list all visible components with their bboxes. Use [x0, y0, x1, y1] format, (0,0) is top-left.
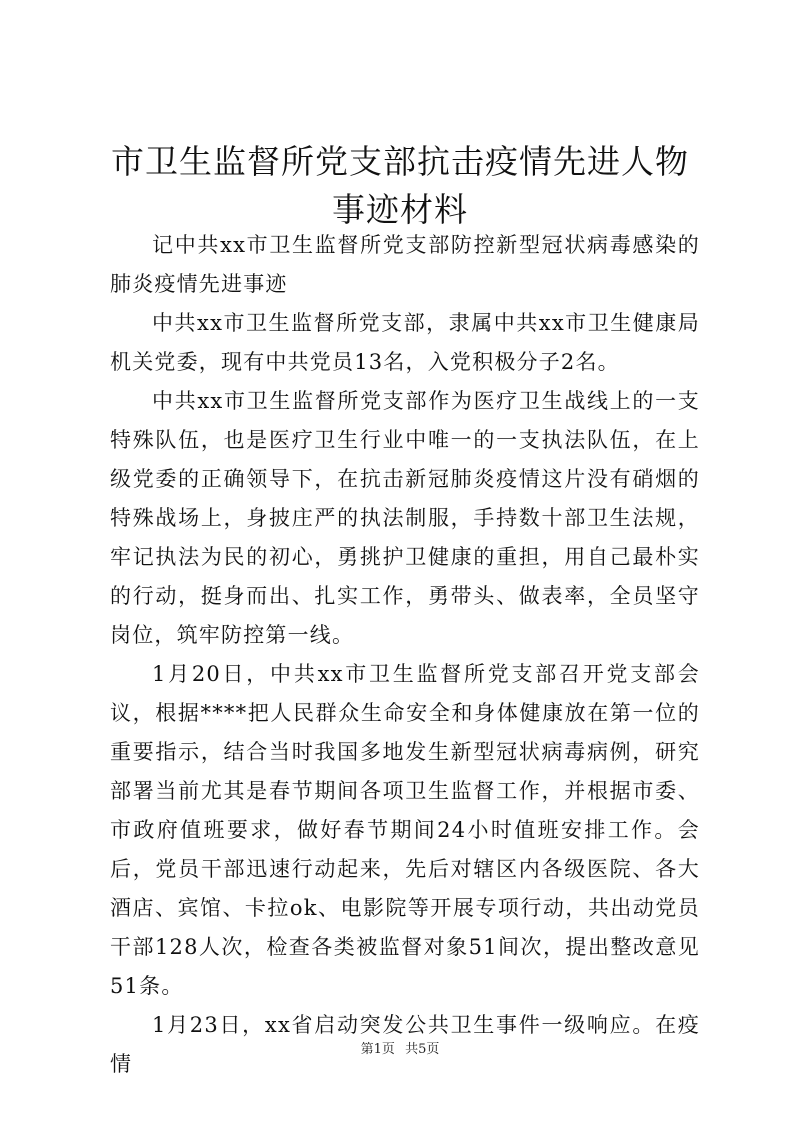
page-number: 第1页	[360, 1042, 395, 1057]
page-footer	[0, 1040, 800, 1060]
paragraph-subtitle: 记中共xx市卫生监督所党支部防控新型冠状病毒感染的肺炎疫情先进事迹	[110, 233, 700, 296]
document-body	[110, 226, 700, 1084]
paragraph-role: 中共xx市卫生监督所党支部作为医疗卫生战线上的一支特殊队伍，也是医疗卫生行业中唯一的一支执法队伍，在上级党委的正确领导下，在抗击新冠肺炎疫情这片没有硝烟的特殊战场上，身披庄严的执法制服，手持数十部卫生法规，牢记执法为民的初心，勇挑护卫健康的重担，用自己最朴实的行动，挺身而出、扎实工作，勇带头、做表率，全员坚守岗位，筑牢防控第一线。	[110, 389, 700, 647]
page-total: 共5页	[405, 1042, 440, 1057]
paragraph-jan20: 1月20日，中共xx市卫生监督所党支部召开党支部会议，根据****把人民群众生命安全和身体健康放在第一位的重要指示，结合当时我国多地发生新型冠状病毒病例，研究部署当前尤其是春节期间各项卫生监督工作，并根据市委、市政府值班要求，做好春节期间24小时值班安排工作。会后，党员干部迅速行动起来，先后对辖区内各级医院、各大酒店、宾馆、卡拉ok、电影院等开展专项行动，共出动党员干部128人次，检查各类被监督对象51间次，提出整改意见51条。	[110, 662, 700, 998]
paragraph-intro: 中共xx市卫生监督所党支部，隶属中共xx市卫生健康局机关党委，现有中共党员13名，入党积极分子2名。	[110, 311, 700, 374]
paragraph-jan23: 1月23日，xx省启动突发公共卫生事件一级响应。在疫情	[110, 1013, 700, 1076]
document-title: 市卫生监督所党支部抗击疫情先进人物事迹材料	[111, 142, 689, 229]
